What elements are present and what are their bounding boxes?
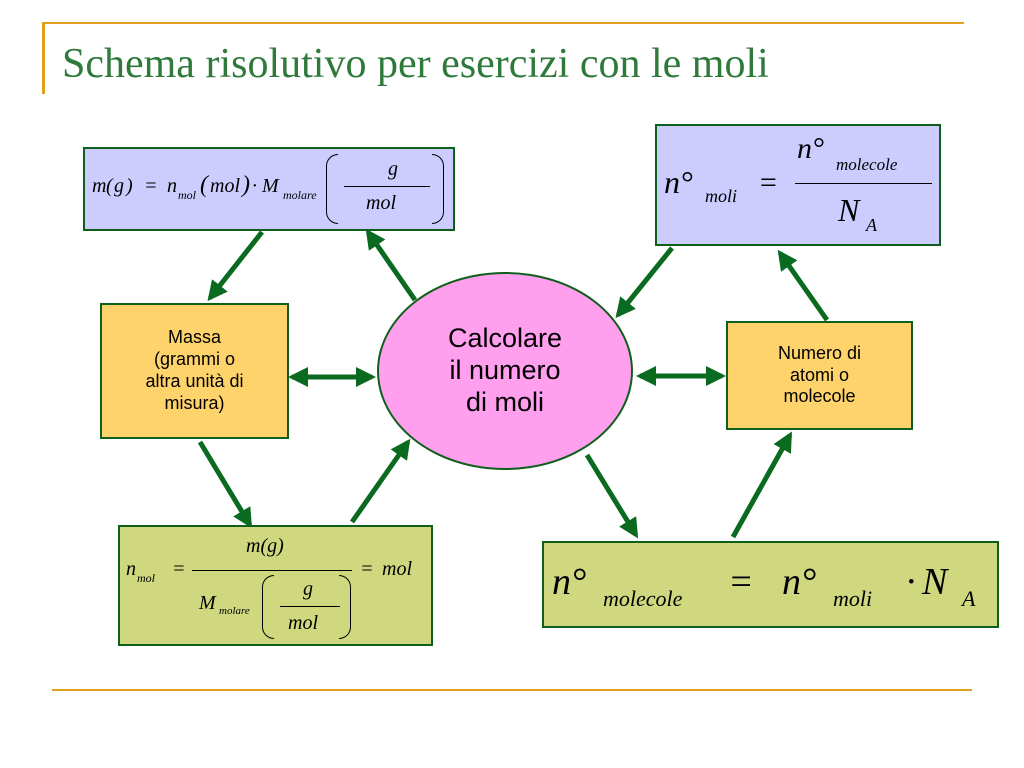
mass-formula-dot: ·	[252, 175, 257, 197]
nmolecole-formula-n: n°	[552, 561, 587, 603]
nmolecole-formula-equals: =	[728, 561, 754, 603]
nmol-formula-num: m(g)	[246, 535, 284, 557]
mass-formula-big-lparen	[326, 154, 338, 224]
mass-formula-M-sub: molare	[283, 188, 317, 202]
nmolecole-formula-n2-sub: moli	[833, 586, 873, 611]
numero-box	[726, 321, 913, 430]
nmolecole-formula-N-sub: A	[962, 586, 976, 611]
center-line-3: di moli	[465, 386, 545, 417]
nmolecole-formula-dot: ·	[906, 561, 916, 603]
nmoli-formula-den-N: N	[838, 192, 860, 228]
arrow-numero-to-nmoli-formula	[780, 253, 827, 320]
mass-formula-M: M	[262, 175, 279, 197]
mass-formula-equals: =	[144, 175, 158, 197]
center-line-2: il numero	[449, 355, 561, 386]
arrow-nmolecole-formula-to-numero	[733, 435, 790, 537]
mass-formula-mol-rparen: )	[242, 172, 250, 198]
massa-line-2: (grammi o	[153, 349, 235, 370]
nmoli-formula-den-sub: A	[866, 215, 877, 235]
center-line-1: Calcolare	[447, 323, 563, 354]
mass-formula-mol-lparen: (	[200, 172, 208, 198]
nmoli-formula-num-sub: molecole	[836, 155, 898, 174]
mass-formula-mol: mol	[210, 175, 240, 197]
nmolecole-formula-N: N	[922, 561, 948, 603]
nmol-formula-n-sub: mol	[137, 571, 155, 585]
nmoli-formula-n: n°	[664, 164, 693, 200]
nmol-formula-M: M	[199, 592, 216, 614]
massa-line-4: misura)	[164, 392, 225, 413]
nmoli-formula-equals: =	[758, 166, 779, 199]
nmol-formula-big-rparen	[339, 575, 351, 639]
mass-formula-n: n	[167, 175, 177, 197]
mass-formula-frac-num: g	[388, 158, 398, 180]
nmol-formula-big-lparen	[262, 575, 274, 639]
numero-line-3: molecole	[783, 386, 856, 407]
mass-formula-rparen: )	[126, 175, 133, 197]
numero-line-2: atomi o	[789, 364, 850, 385]
arrow-mass-formula-to-massa	[210, 232, 262, 298]
massa-line-3: altra unità di	[145, 371, 244, 391]
nmolecole-formula-n2: n°	[782, 561, 817, 603]
nmoli-formula-frac-bar	[795, 183, 932, 184]
mass-formula-frac-bar	[344, 186, 430, 187]
nmol-formula-equals: =	[172, 558, 186, 580]
nmol-formula-equals2: =	[360, 558, 374, 580]
nmol-formula-inner-frac-bar	[280, 606, 340, 607]
mass-formula-m: m	[92, 175, 107, 197]
nmolecole-formula-n-sub: molecole	[603, 586, 683, 611]
massa-box	[100, 303, 289, 439]
mass-formula-frac-den: mol	[366, 192, 396, 214]
center-label	[377, 272, 633, 470]
massa-line-1: Massa	[167, 327, 221, 348]
nmol-formula-frac-den: mol	[288, 612, 318, 634]
nmol-formula-n: n	[126, 558, 136, 580]
mass-formula-lparen: (	[106, 175, 113, 197]
mass-formula-big-rparen	[432, 154, 444, 224]
nmol-formula-frac-bar	[192, 570, 352, 571]
nmol-formula-rhs: mol	[382, 558, 412, 580]
nmol-formula-M-sub: molare	[219, 605, 250, 617]
arrow-massa-to-nmol-formula	[200, 442, 250, 525]
nmoli-formula-num-n: n°	[797, 132, 824, 165]
mass-formula-g: g	[114, 175, 124, 197]
mass-formula-n-sub: mol	[178, 188, 196, 202]
slide-title: Schema risolutivo per esercizi con le moli	[62, 41, 769, 87]
nmol-formula-frac-num: g	[303, 578, 313, 600]
nmoli-formula-n-sub: moli	[705, 186, 738, 206]
numero-line-1: Numero di	[777, 342, 862, 363]
